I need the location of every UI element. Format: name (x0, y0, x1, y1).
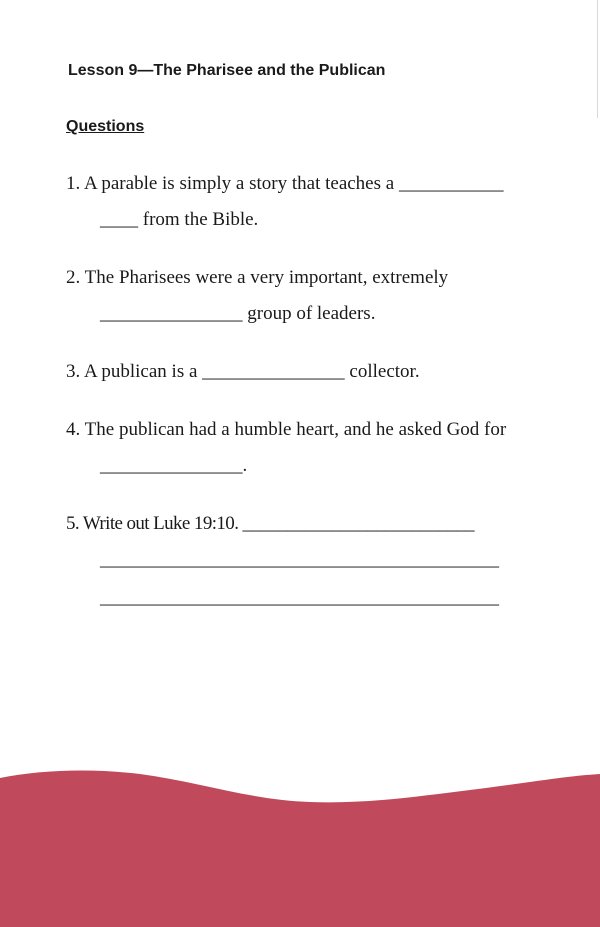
page-edge-line (597, 0, 598, 118)
question-4-line-2: _______________. (100, 455, 248, 476)
question-3-line-1: 3. A publican is a _______________ collector. (66, 361, 420, 382)
questions-heading: Questions (66, 118, 145, 135)
wave-shape (0, 771, 600, 927)
lesson-title: Lesson 9—The Pharisee and the Publican (68, 62, 386, 79)
question-1-line-2: ____ from the Bible. (100, 209, 259, 230)
question-2-line-2: _______________ group of leaders. (100, 303, 376, 324)
question-4-line-1: 4. The publican had a humble heart, and he asked God for (66, 419, 507, 440)
decorative-wave-band (0, 760, 600, 927)
question-5-line-2: __________________________________________ (100, 549, 499, 570)
question-5-line-3: __________________________________________ (100, 587, 499, 608)
question-2-line-1: 2. The Pharisees were a very important, extremely (66, 267, 449, 288)
question-1-line-1: 1. A parable is simply a story that teaches a ___________ (66, 173, 504, 194)
question-5-line-1: 5. Write out Luke 19:10. __________________________ (66, 513, 474, 534)
